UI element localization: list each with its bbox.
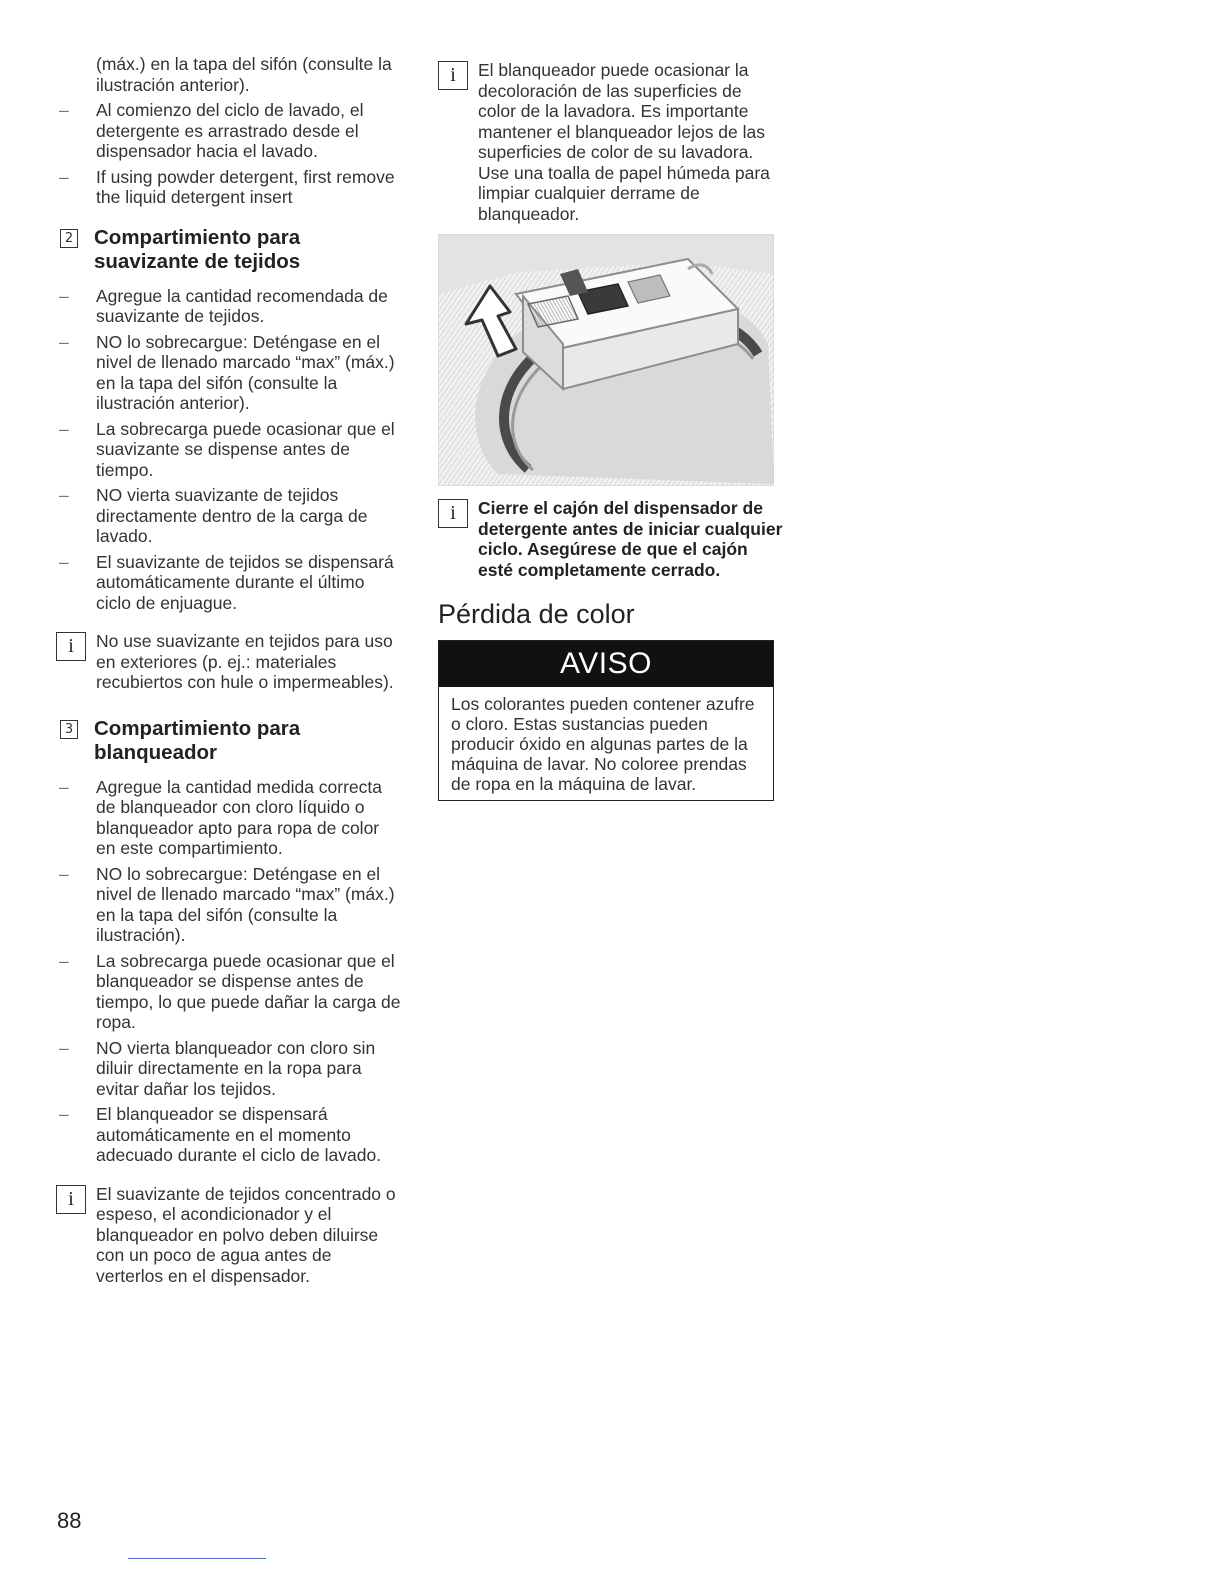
info-text: No use suavizante en tejidos para uso en exteriores (p. ej.: materiales recubiertos con hule o impermeables). — [96, 631, 394, 692]
page-number: 88 — [57, 1508, 82, 1533]
section-3-heading — [56, 717, 401, 765]
section-3-bullet-list — [56, 777, 401, 1166]
info-note — [438, 498, 783, 580]
list-item: – La sobrecarga puede ocasionar que el blanqueador se dispense antes de tiempo, lo que puede dañar la carga de ropa. — [56, 951, 401, 1033]
list-item: – NO lo sobrecargue: Deténgase en el nivel de llenado marcado “max” (máx.) en la tapa del sifón (consulte la ilustración anterior). — [56, 332, 401, 414]
list-item: – If using powder detergent, first remove the liquid detergent insert — [56, 167, 401, 208]
section-title: Compartimiento para blanqueador — [94, 716, 301, 764]
list-item: – Agregue la cantidad medida correcta de blanqueador con cloro líquido o blanqueador apto para ropa de color en este compartimiento. — [56, 777, 401, 859]
section-2-bullet-list — [56, 286, 401, 614]
dispenser-drawer-illustration — [438, 234, 774, 486]
list-item: – NO lo sobrecargue: Deténgase en el nivel de llenado marcado “max” (máx.) en la tapa del sifón (consulte la ilustración). — [56, 864, 401, 946]
info-text: El blanqueador puede ocasionar la decoloración de las superficies de color de la lavadora. Es importante mantener el blanqueador lejos de las superficies de color de su lavadora. Use una toalla de papel húmeda para limpiar cualquier derrame de blanqueador. — [478, 60, 770, 224]
info-icon: i — [56, 632, 86, 661]
notice-box — [438, 640, 774, 801]
intro-continuation: (máx.) en la tapa del sifón (consulte la ilustración anterior). — [96, 54, 392, 95]
info-note — [438, 60, 783, 224]
list-item: – NO vierta blanqueador con cloro sin diluir directamente en la ropa para evitar dañar los tejidos. — [56, 1038, 401, 1100]
list-item: – NO vierta suavizante de tejidos directamente dentro de la carga de lavado. — [56, 485, 401, 547]
info-icon: i — [438, 61, 468, 90]
intro-bullet-list — [56, 100, 401, 208]
dispenser-drawer-image — [438, 234, 774, 486]
notice-label: AVISO — [439, 641, 773, 687]
right-column — [438, 54, 783, 801]
section-heading: Pérdida de color — [438, 599, 635, 629]
list-item: – La sobrecarga puede ocasionar que el suavizante se dispense antes de tiempo. — [56, 419, 401, 481]
list-item: – El suavizante de tejidos se dispensará automáticamente durante el último ciclo de enjuague. — [56, 552, 401, 614]
list-item: – El blanqueador se dispensará automáticamente en el momento adecuado durante el ciclo de lavado. — [56, 1104, 401, 1166]
section-2-heading — [56, 226, 401, 274]
info-text-bold: Cierre el cajón del dispensador de detergente antes de iniciar cualquier ciclo. Asegúrese de que el cajón esté completamente cerrado. — [478, 498, 783, 580]
info-text: El suavizante de tejidos concentrado o espeso, el acondicionador y el blanqueador en polvo deben diluirse con un poco de agua antes de verterlos en el dispensador. — [96, 1183, 396, 1286]
section-number-box: 2 — [60, 229, 78, 248]
info-note — [56, 631, 401, 693]
info-icon: i — [438, 499, 468, 528]
notice-text: Los colorantes pueden contener azufre o cloro. Estas sustancias pueden producir óxido en algunas partes de la máquina de lavar. No coloree prendas de ropa en la máquina de lavar. — [451, 694, 755, 794]
info-note — [56, 1184, 401, 1287]
info-icon: i — [56, 1185, 86, 1214]
left-column — [56, 54, 401, 1296]
footer-rule — [128, 1558, 266, 1559]
section-number-box: 3 — [60, 720, 78, 739]
section-title: Compartimiento para suavizante de tejidos — [94, 225, 301, 273]
list-item: – Agregue la cantidad recomendada de suavizante de tejidos. — [56, 286, 401, 327]
list-item: – Al comienzo del ciclo de lavado, el detergente es arrastrado desde el dispensador hacia el lavado. — [56, 100, 401, 162]
